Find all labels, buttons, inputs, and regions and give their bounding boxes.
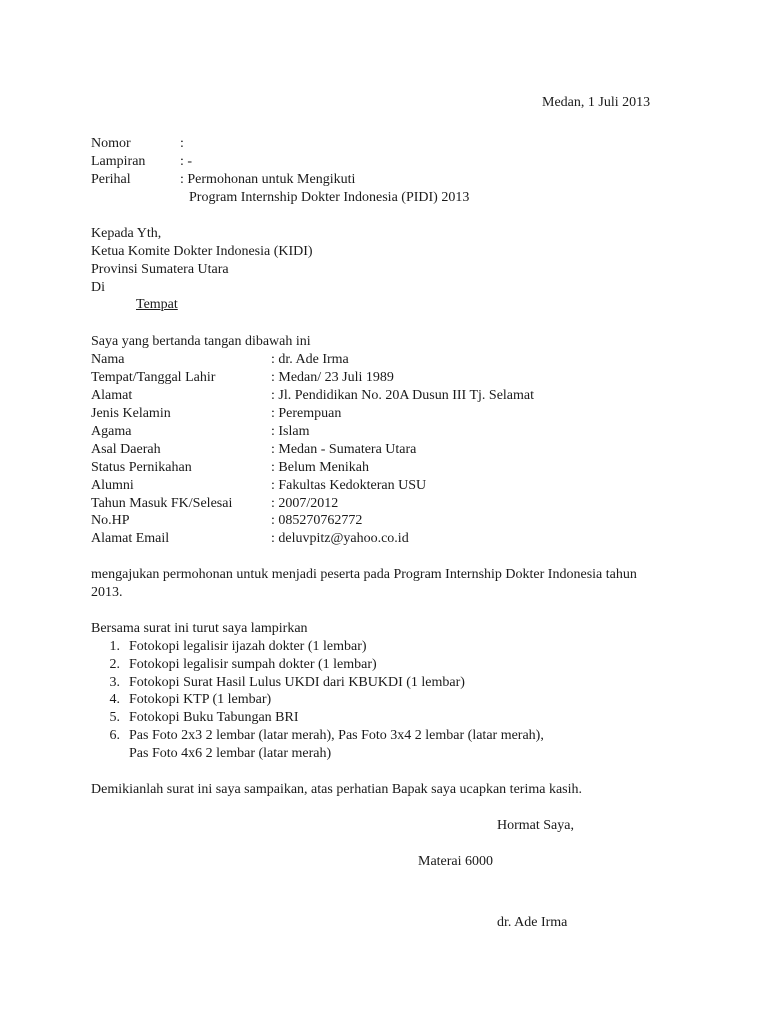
identity-value: : dr. Ade Irma <box>271 352 349 367</box>
list-text: Pas Foto 2x3 2 lembar (latar merah), Pas Foto 3x4 2 lembar (latar merah), <box>129 728 544 743</box>
list-text: Fotokopi legalisir ijazah dokter (1 lembar) <box>129 639 367 654</box>
identity-value: : Belum Menikah <box>271 460 369 475</box>
identity-label: Alumni <box>91 478 134 493</box>
signer-name: dr. Ade Irma <box>497 915 568 930</box>
list-number: 4. <box>109 692 120 707</box>
place-date: Medan, 1 Juli 2013 <box>542 95 651 110</box>
request-line: mengajukan permohonan untuk menjadi peserta pada Program Internship Dokter Indonesia tahun <box>91 567 637 582</box>
identity-value: : Jl. Pendidikan No. 20A Dusun III Tj. Selamat <box>271 388 534 403</box>
identity-label: Asal Daerah <box>91 442 161 457</box>
list-text: Fotokopi KTP (1 lembar) <box>129 692 272 707</box>
intro-text: Saya yang bertanda tangan dibawah ini <box>91 334 311 349</box>
list-number: 3. <box>109 675 120 690</box>
recipient-line: Ketua Komite Dokter Indonesia (KIDI) <box>91 244 313 259</box>
request-line: 2013. <box>91 585 123 600</box>
list-number: 1. <box>109 639 120 654</box>
identity-value: : Medan/ 23 Juli 1989 <box>271 370 394 385</box>
nomor-value: : <box>180 136 184 151</box>
identity-label: No.HP <box>91 513 130 528</box>
list-number: 5. <box>109 710 120 725</box>
identity-label: Jenis Kelamin <box>91 406 171 421</box>
list-text: Fotokopi Surat Hasil Lulus UKDI dari KBUKDI (1 lembar) <box>129 675 465 690</box>
stamp-placeholder: Materai 6000 <box>418 854 494 869</box>
identity-value: : Islam <box>271 424 310 439</box>
identity-value: : Medan - Sumatera Utara <box>271 442 417 457</box>
identity-value: : Perempuan <box>271 406 342 421</box>
identity-value: : 2007/2012 <box>271 496 339 511</box>
recipient-line: Di <box>91 280 105 295</box>
identity-label: Agama <box>91 424 132 439</box>
identity-label: Alamat Email <box>91 531 170 546</box>
identity-label: Tahun Masuk FK/Selesai <box>91 496 233 511</box>
list-text: Fotokopi Buku Tabungan BRI <box>129 710 299 725</box>
identity-value: : Fakultas Kedokteran USU <box>271 478 427 493</box>
recipient-line: Provinsi Sumatera Utara <box>91 262 229 277</box>
lampiran-value: : - <box>180 154 193 169</box>
perihal-line1: : Permohonan untuk Mengikuti <box>180 172 356 187</box>
identity-value: : 085270762772 <box>271 513 363 528</box>
perihal-label: Perihal <box>91 172 131 187</box>
list-text: Fotokopi legalisir sumpah dokter (1 lembar) <box>129 657 377 672</box>
list-text-continuation: Pas Foto 4x6 2 lembar (latar merah) <box>129 746 332 761</box>
recipient-place: Tempat <box>136 297 178 312</box>
closing-text: Demikianlah surat ini saya sampaikan, atas perhatian Bapak saya ucapkan terima kasih. <box>91 782 582 797</box>
recipient-line: Kepada Yth, <box>91 226 162 241</box>
identity-value: : deluvpitz@yahoo.co.id <box>271 531 409 546</box>
identity-label: Status Pernikahan <box>91 460 192 475</box>
identity-label: Alamat <box>91 388 133 403</box>
identity-label: Tempat/Tanggal Lahir <box>91 370 216 385</box>
identity-label: Nama <box>91 352 125 367</box>
lampiran-label: Lampiran <box>91 154 146 169</box>
list-number: 2. <box>109 657 120 672</box>
list-number: 6. <box>109 728 120 743</box>
signoff: Hormat Saya, <box>497 818 574 833</box>
perihal-line2: Program Internship Dokter Indonesia (PIDI) 2013 <box>189 190 470 205</box>
nomor-label: Nomor <box>91 136 131 151</box>
attachments-intro: Bersama surat ini turut saya lampirkan <box>91 621 308 636</box>
